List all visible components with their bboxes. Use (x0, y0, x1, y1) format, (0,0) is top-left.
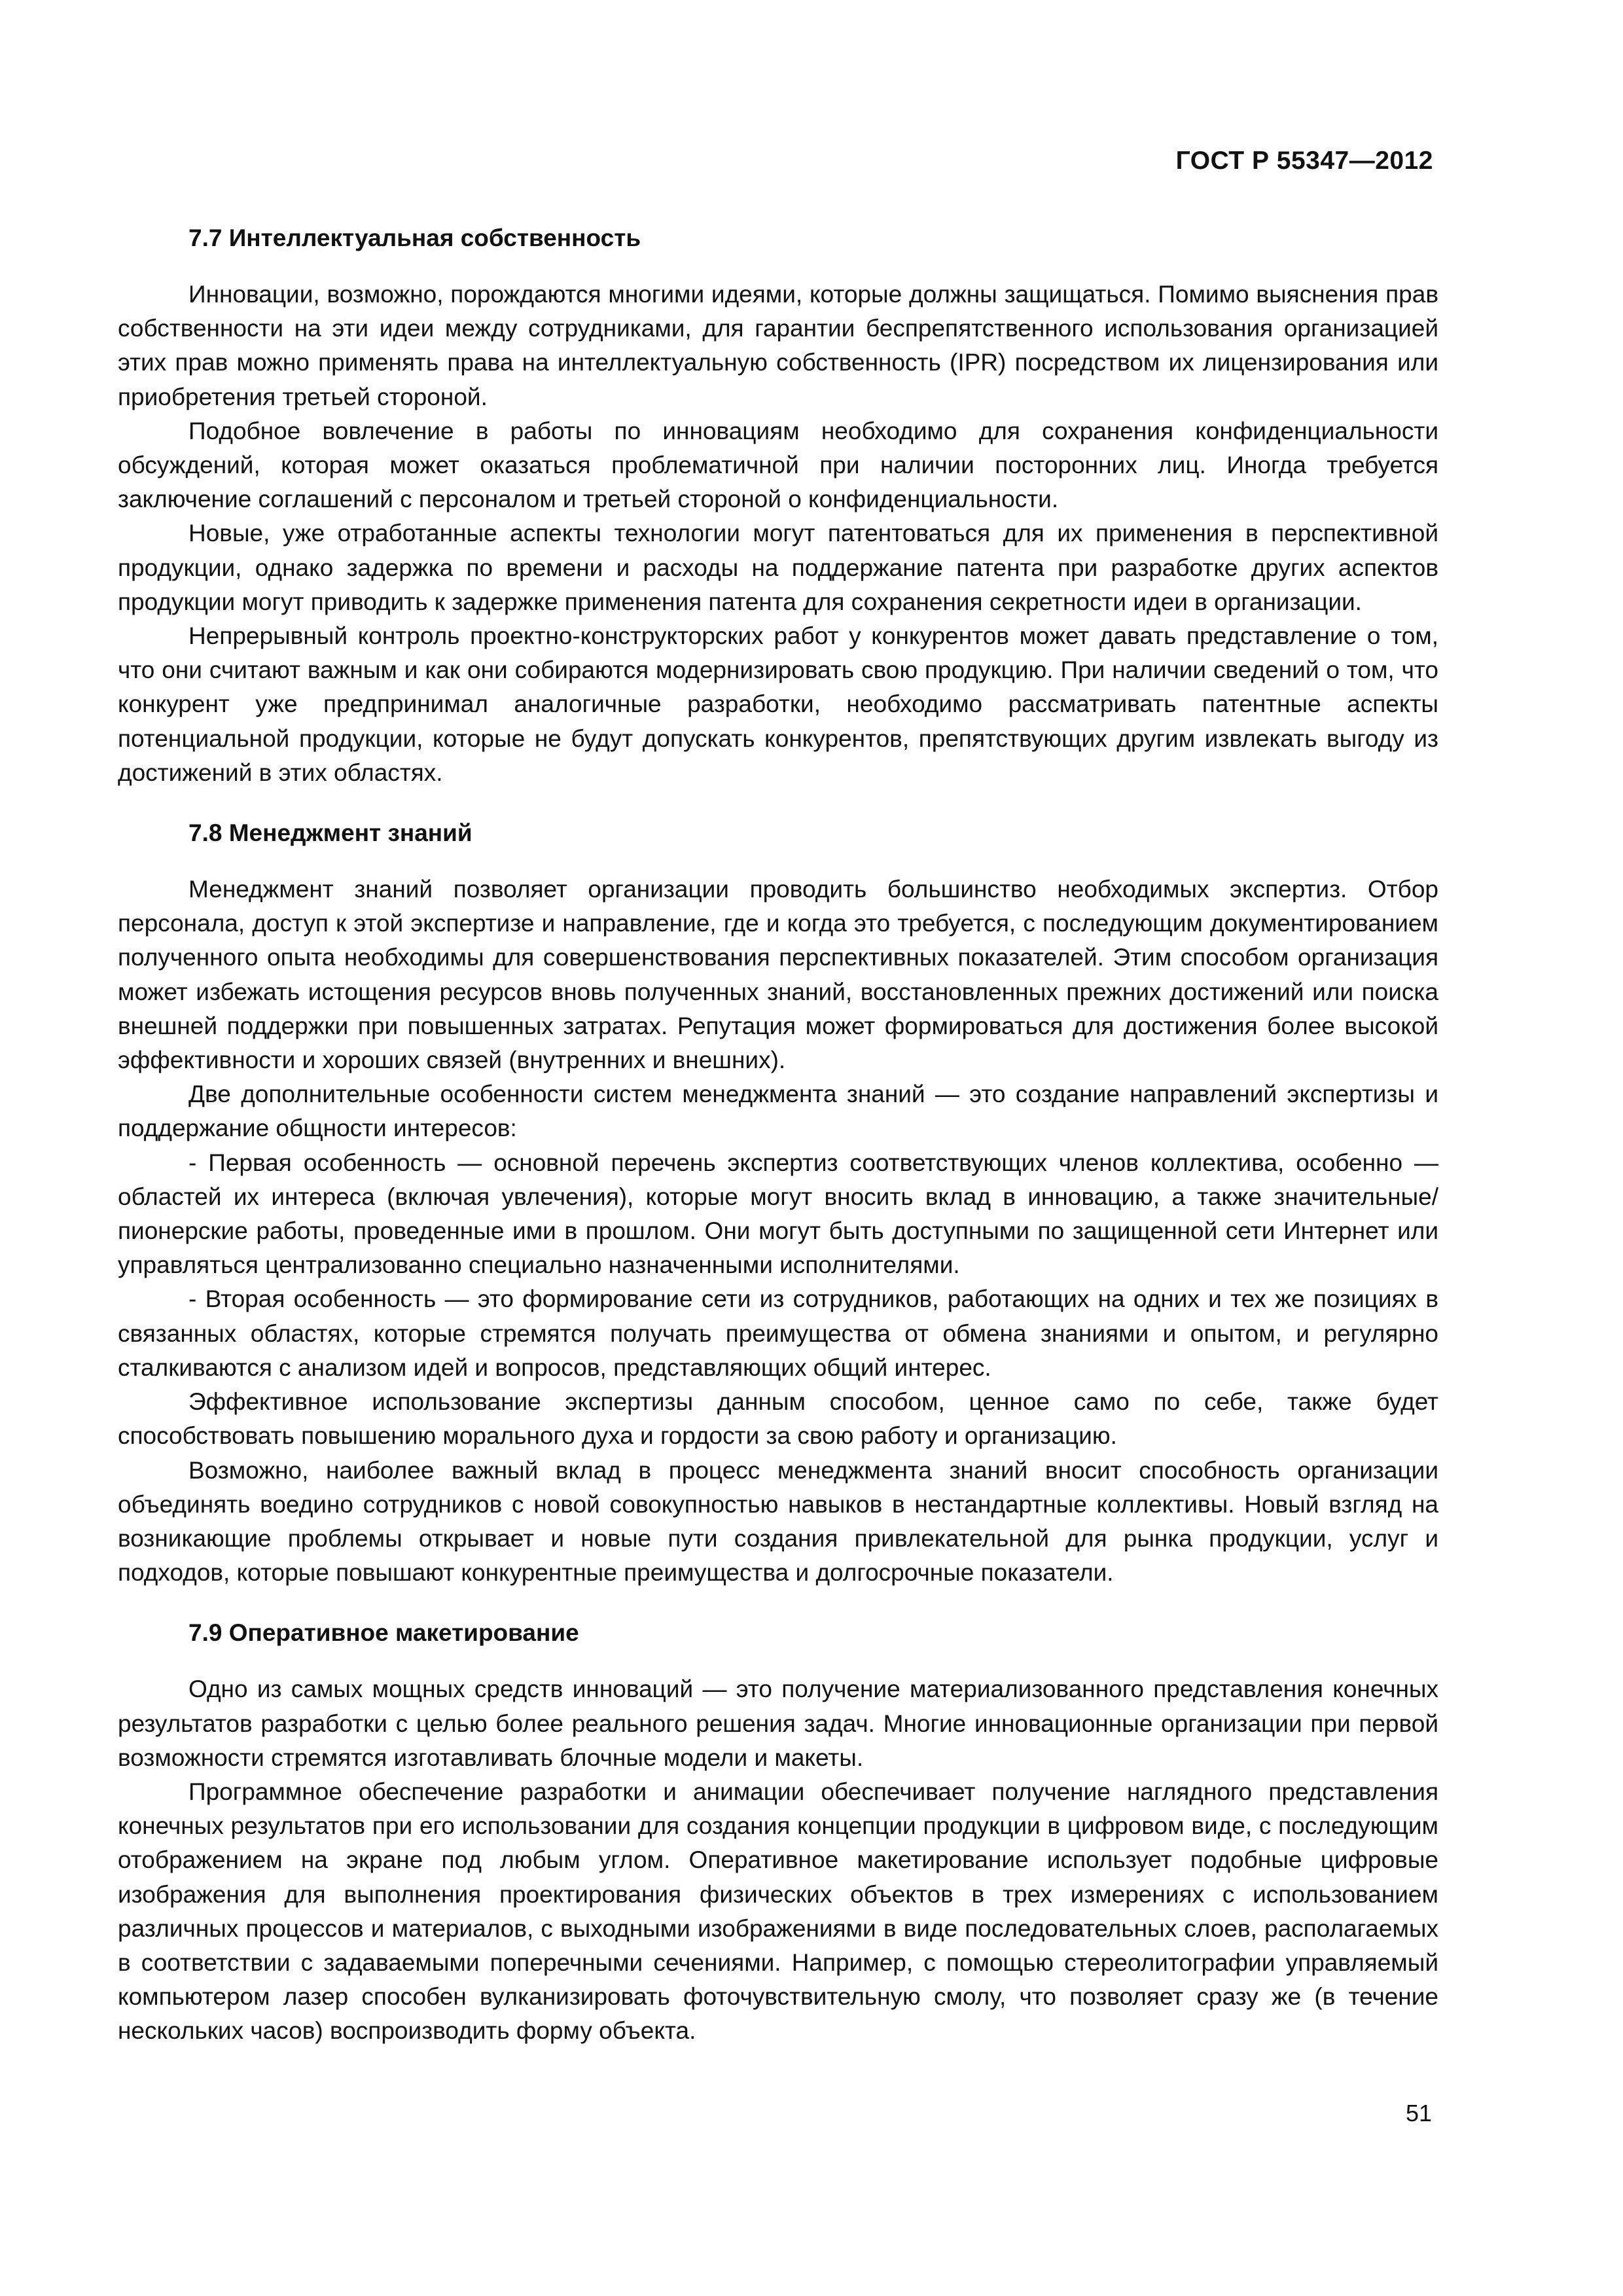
paragraph: Инновации, возможно, порождаются многими идеями, которые должны защищаться. Помимо выяснения прав собственности на эти идеи между сотрудниками, для гарантии беспрепятственного использования организацией этих прав можно применять права на интеллектуальную собственность (IPR) посредством их лицензирования или приобретения третьей стороной. (118, 281, 1438, 410)
section-title: 7.7 Интеллектуальная собственность (188, 224, 641, 251)
section-7-8 (118, 816, 1438, 1590)
paragraph: Менеджмент знаний позволяет организации проводить большинство необходимых экспертиз. Отбор персонала, доступ к этой экспертизе и направление, где и когда это требуется, с последующим документированием полученного опыта необходимы для совершенствования перспективных показателей. Этим способом организация может избежать истощения ресурсов вновь полученных знаний, восстановленных прежних достижений или поиска внешней поддержки при повышенных затратах. Репутация может формироваться для достижения более высокой эффективности и хороших связей (внутренних и внешних). (118, 876, 1438, 1074)
document-body (118, 221, 1438, 2075)
section-title: 7.8 Менеджмент знаний (188, 819, 473, 847)
paragraph: Новые, уже отработанные аспекты технологии могут патентоваться для их применения в перспективной продукции, однако задержка по времени и расходы на поддержание патента при разработке других аспектов продукции могут приводить к задержке применения патента для сохранения секретности идеи в организации. (118, 520, 1438, 615)
paragraph: Непрерывный контроль проектно-конструкторских работ у конкурентов может давать представление о том, что они считают важным и как они собираются модернизировать свою продукцию. При наличии сведений о том, что конкурент уже предпринимал аналогичные разработки, необходимо рассматривать патентные аспекты потенциальной продукции, которые не будут допускать конкурентов, препятствующих другим извлекать выгоду из достижений в этих областях. (118, 622, 1438, 786)
paragraph: Возможно, наиболее важный вклад в процесс менеджмента знаний вносит способность организации объединять воедино сотрудников с новой совокупностью навыков в нестандартные коллективы. Новый взгляд на возникающие проблемы открывает и новые пути создания привлекательной для рынка продукции, услуг и подходов, которые повышают конкурентные преимущества и долгосрочные показатели. (118, 1456, 1438, 1587)
section-7-9 (118, 1616, 1438, 2048)
paragraph: Программное обеспечение разработки и анимации обеспечивает получение наглядного представления конечных результатов при его использовании для создания концепции продукции в цифровом виде, с последующим отображением на экране под любым углом. Оперативное макетирование использует подобные цифровые изображения для выполнения проектирования физических объектов в трех измерениях с использованием различных процессов и материалов, с выходными изображениями в виде последовательных слоев, располагаемых в соответствии с задаваемыми поперечными сечениями. Например, с помощью стереолитографии управляемый компьютером лазер способен вулканизировать фоточувствительную смолу, что позволяет сразу же (в течение нескольких часов) воспроизводить форму объекта. (118, 1778, 1438, 2045)
section-title: 7.9 Оперативное макетирование (188, 1619, 579, 1647)
paragraph: Подобное вовлечение в работы по инновациям необходимо для сохранения конфиденциальности обсуждений, которая может оказаться проблематичной при наличии посторонних лиц. Иногда требуется заключение соглашений с персоналом и третьей стороной о конфиденциальности. (118, 417, 1438, 513)
page-number: 51 (1405, 2100, 1432, 2126)
paragraph: Эффективное использование экспертизы данным способом, ценное само по себе, также будет способствовать повышению морального духа и гордости за свою работу и организацию. (118, 1388, 1438, 1450)
paragraph: Две дополнительные особенности систем менеджмента знаний — это создание направлений экспертизы и поддержание общности интересов: (118, 1081, 1438, 1142)
list-item-paragraph: - Первая особенность — основной перечень экспертиз соответствующих членов коллектива, особенно — областей их интереса (включая увлечения), которые могут вносить вклад в инновацию, а также значительные/пионерские работы, проведенные ими в прошлом. Они могут быть доступными по защищенной сети Интернет или управляться централизованно специально назначенными исполнителями. (118, 1149, 1438, 1279)
section-7-7 (118, 221, 1438, 790)
paragraph: Одно из самых мощных средств инноваций — это получение материализованного представления конечных результатов разработки с целью более реального решения задач. Многие инновационные организации при первой возможности стремятся изготавливать блочные модели и макеты. (118, 1676, 1438, 1771)
list-item-paragraph: - Вторая особенность — это формирование сети из сотрудников, работающих на одних и тех же позициях в связанных областях, которые стремятся получать преимущества от обмена знаниями и опытом, и регулярно сталкиваются с анализом идей и вопросов, представляющих общий интерес. (118, 1285, 1438, 1381)
document-code: ГОСТ Р 55347—2012 (1175, 147, 1433, 175)
